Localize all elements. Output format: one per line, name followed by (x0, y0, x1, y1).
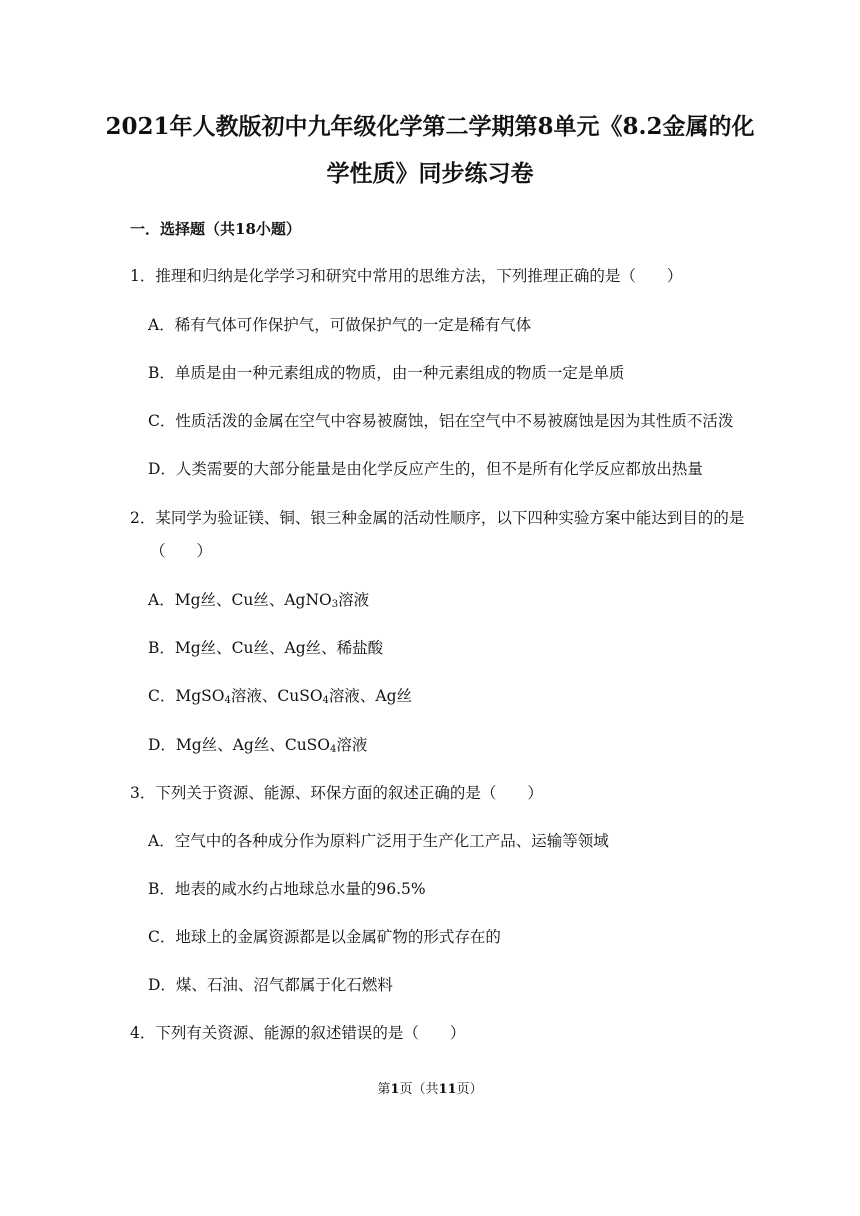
question-1-option-c: C．性质活泼的金属在空气中容易被腐蚀，铝在空气中不易被腐蚀是因为其性质不活泼 (148, 412, 734, 430)
question-1-stem: 1．推理和归纳是化学学习和研究中常用的思维方法，下列推理正确的是（ ） (130, 267, 683, 285)
question-2-option-a: A．Mg丝、Cu丝、AgNO$_3$溶液 (148, 591, 370, 610)
question-2-stem-continuation: （ ） (150, 542, 213, 560)
question-1-option-b: B．单质是由一种元素组成的物质，由一种元素组成的物质一定是单质 (148, 364, 625, 382)
question-4-stem: 4．下列有关资源、能源的叙述错误的是（ ） (130, 1024, 466, 1042)
document-title-line-1: 2021年人教版初中九年级化学第二学期第8单元《8.2金属的化 (105, 113, 755, 140)
question-3-option-d: D．煤、石油、沼气都属于化石燃料 (148, 976, 393, 994)
total-pages-number: 11 (438, 1082, 457, 1097)
current-page-number: 1 (390, 1082, 400, 1097)
question-3-option-c: C．地球上的金属资源都是以金属矿物的形式存在的 (148, 928, 501, 946)
section-heading: 一．选择题（共18小题） (130, 220, 301, 238)
question-2-option-b: B．Mg丝、Cu丝、Ag丝、稀盐酸 (148, 639, 384, 657)
question-2-option-c: C．MgSO$_4$溶液、CuSO$_4$溶液、Ag丝 (148, 687, 413, 706)
question-1-option-d: D．人类需要的大部分能量是由化学反应产生的，但不是所有化学反应都放出热量 (148, 460, 703, 478)
question-2-option-d: D．Mg丝、Ag丝、CuSO$_4$溶液 (148, 736, 368, 755)
question-3-stem: 3．下列关于资源、能源、环保方面的叙述正确的是（ ） (130, 784, 543, 802)
question-2-stem: 2．某同学为验证镁、铜、银三种金属的活动性顺序，以下四种实验方案中能达到目的的是 (130, 509, 745, 527)
question-3-option-a: A．空气中的各种成分作为原料广泛用于生产化工产品、运输等领域 (148, 832, 609, 850)
page-footer: 第1页（共11页） (377, 1082, 483, 1097)
question-3-option-b: B．地表的咸水约占地球总水量的96.5% (148, 880, 426, 898)
document-title-line-2: 学性质》同步练习卷 (326, 160, 534, 187)
question-1-option-a: A．稀有气体可作保护气，可做保护气的一定是稀有气体 (148, 316, 532, 334)
